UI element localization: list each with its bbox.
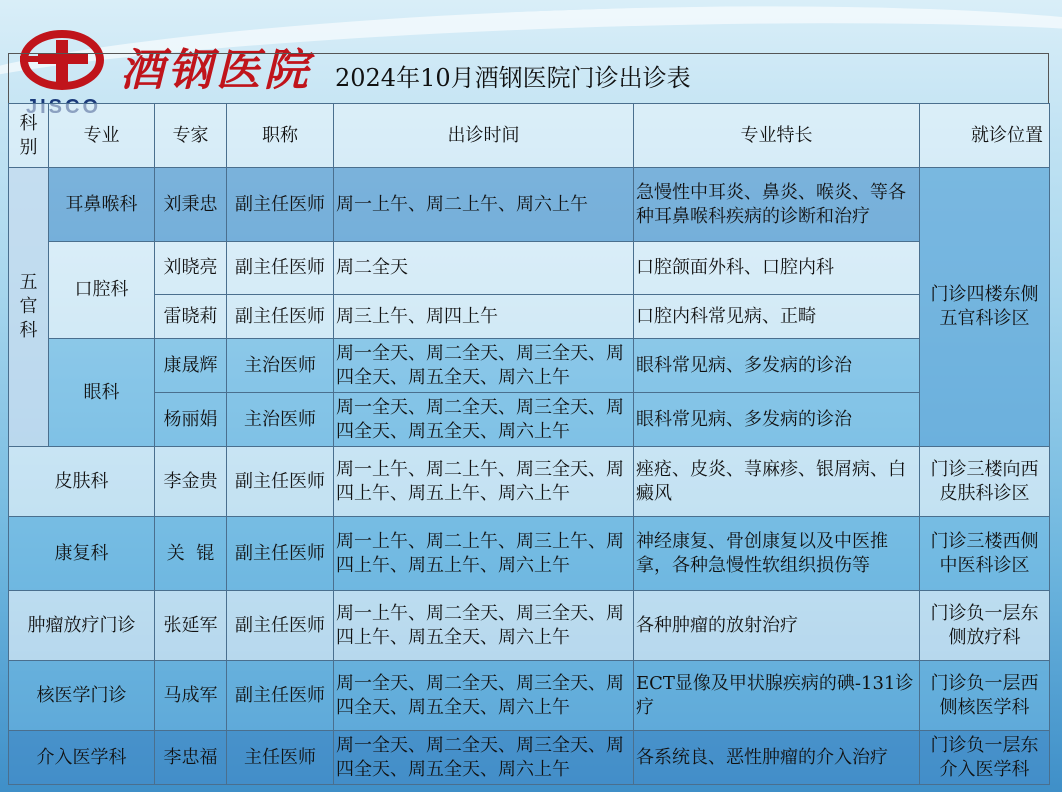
table-row bbox=[9, 168, 1050, 242]
cell-time: 周一上午、周二全天、周三全天、周四上午、周五全天、周六上午 bbox=[334, 591, 634, 661]
cell-specialty: 眼科 bbox=[49, 339, 155, 447]
cell-expertise: 眼科常见病、多发病的诊治 bbox=[634, 339, 920, 393]
cell-time: 周三上午、周四上午 bbox=[334, 295, 634, 339]
cell-rank: 副主任医师 bbox=[227, 242, 334, 295]
table-row bbox=[9, 393, 1050, 447]
group-wuguan: 五 官 科 bbox=[9, 168, 49, 447]
cell-time: 周一全天、周二全天、周三全天、周四全天、周五全天、周六上午 bbox=[334, 339, 634, 393]
table-row bbox=[9, 731, 1050, 785]
cell-expert: 刘秉忠 bbox=[155, 168, 227, 242]
cell-expert: 张延军 bbox=[155, 591, 227, 661]
cell-rank: 副主任医师 bbox=[227, 591, 334, 661]
cell-specialty: 皮肤科 bbox=[9, 447, 155, 517]
cell-time: 周一全天、周二全天、周三全天、周四全天、周五全天、周六上午 bbox=[334, 393, 634, 447]
table-row bbox=[9, 339, 1050, 393]
cell-location: 门诊负一层东 介入医学科 bbox=[920, 731, 1050, 785]
table-header-row bbox=[9, 104, 1050, 168]
cell-location: 门诊三楼西侧 中医科诊区 bbox=[920, 517, 1050, 591]
cell-rank: 副主任医师 bbox=[227, 295, 334, 339]
cell-expert: 刘晓亮 bbox=[155, 242, 227, 295]
cell-time: 周一上午、周二上午、周三上午、周四上午、周五上午、周六上午 bbox=[334, 517, 634, 591]
table-row bbox=[9, 661, 1050, 731]
cell-expertise: 各种肿瘤的放射治疗 bbox=[634, 591, 920, 661]
header-expert: 专家 bbox=[155, 104, 227, 168]
cell-expert: 杨丽娟 bbox=[155, 393, 227, 447]
header-specialty: 专业 bbox=[49, 104, 155, 168]
header-category: 科 别 bbox=[9, 104, 49, 168]
cell-expertise: 痤疮、皮炎、荨麻疹、银屑病、白癜风 bbox=[634, 447, 920, 517]
cell-expert: 雷晓莉 bbox=[155, 295, 227, 339]
cell-expertise: 各系统良、恶性肿瘤的介入治疗 bbox=[634, 731, 920, 785]
cell-rank: 副主任医师 bbox=[227, 168, 334, 242]
table-row bbox=[9, 517, 1050, 591]
table-row bbox=[9, 295, 1050, 339]
header-expertise: 专业特长 bbox=[634, 104, 920, 168]
cell-expertise: ECT显像及甲状腺疾病的碘-131诊疗 bbox=[634, 661, 920, 731]
header-time: 出诊时间 bbox=[334, 104, 634, 168]
cell-rank: 主治医师 bbox=[227, 339, 334, 393]
cell-time: 周一上午、周二上午、周三全天、周四上午、周五上午、周六上午 bbox=[334, 447, 634, 517]
cell-specialty: 肿瘤放疗门诊 bbox=[9, 591, 155, 661]
cell-expertise: 口腔内科常见病、正畸 bbox=[634, 295, 920, 339]
table-row bbox=[9, 447, 1050, 517]
schedule-table bbox=[8, 103, 1050, 785]
cell-rank: 副主任医师 bbox=[227, 517, 334, 591]
cell-specialty: 耳鼻喉科 bbox=[49, 168, 155, 242]
cell-expertise: 神经康复、骨创康复以及中医推拿，各种急慢性软组织损伤等 bbox=[634, 517, 920, 591]
table-row bbox=[9, 591, 1050, 661]
cell-rank: 副主任医师 bbox=[227, 661, 334, 731]
cell-specialty: 介入医学科 bbox=[9, 731, 155, 785]
cell-time: 周一全天、周二全天、周三全天、周四全天、周五全天、周六上午 bbox=[334, 731, 634, 785]
cell-location: 门诊三楼向西 皮肤科诊区 bbox=[920, 447, 1050, 517]
cell-specialty: 口腔科 bbox=[49, 242, 155, 339]
cell-time: 周二全天 bbox=[334, 242, 634, 295]
cell-expertise: 口腔颌面外科、口腔内科 bbox=[634, 242, 920, 295]
cell-expertise: 急慢性中耳炎、鼻炎、喉炎、等各种耳鼻喉科疾病的诊断和治疗 bbox=[634, 168, 920, 242]
cell-expert: 关 锟 bbox=[155, 517, 227, 591]
header-rank: 职称 bbox=[227, 104, 334, 168]
cell-rank: 主任医师 bbox=[227, 731, 334, 785]
cell-time: 周一全天、周二全天、周三全天、周四全天、周五全天、周六上午 bbox=[334, 661, 634, 731]
cell-expert: 李金贵 bbox=[155, 447, 227, 517]
cell-location: 门诊负一层东 侧放疗科 bbox=[920, 591, 1050, 661]
cell-time: 周一上午、周二上午、周六上午 bbox=[334, 168, 634, 242]
page-title: 2024年10月酒钢医院门诊出诊表 bbox=[335, 64, 691, 92]
cell-location: 门诊负一层西 侧核医学科 bbox=[920, 661, 1050, 731]
header-location: 就诊位置 bbox=[920, 104, 1050, 168]
location-wuguan: 门诊四楼东侧 五官科诊区 bbox=[920, 168, 1050, 447]
table-row bbox=[9, 242, 1050, 295]
cell-expertise: 眼科常见病、多发病的诊治 bbox=[634, 393, 920, 447]
cell-expert: 康晟辉 bbox=[155, 339, 227, 393]
cell-rank: 主治医师 bbox=[227, 393, 334, 447]
cell-specialty: 康复科 bbox=[9, 517, 155, 591]
logo-abbr: JISCO bbox=[26, 96, 102, 118]
cell-expert: 李忠福 bbox=[155, 731, 227, 785]
logo-text: 酒钢医院 bbox=[120, 45, 312, 96]
cell-expert: 马成军 bbox=[155, 661, 227, 731]
cell-specialty: 核医学门诊 bbox=[9, 661, 155, 731]
cell-rank: 副主任医师 bbox=[227, 447, 334, 517]
